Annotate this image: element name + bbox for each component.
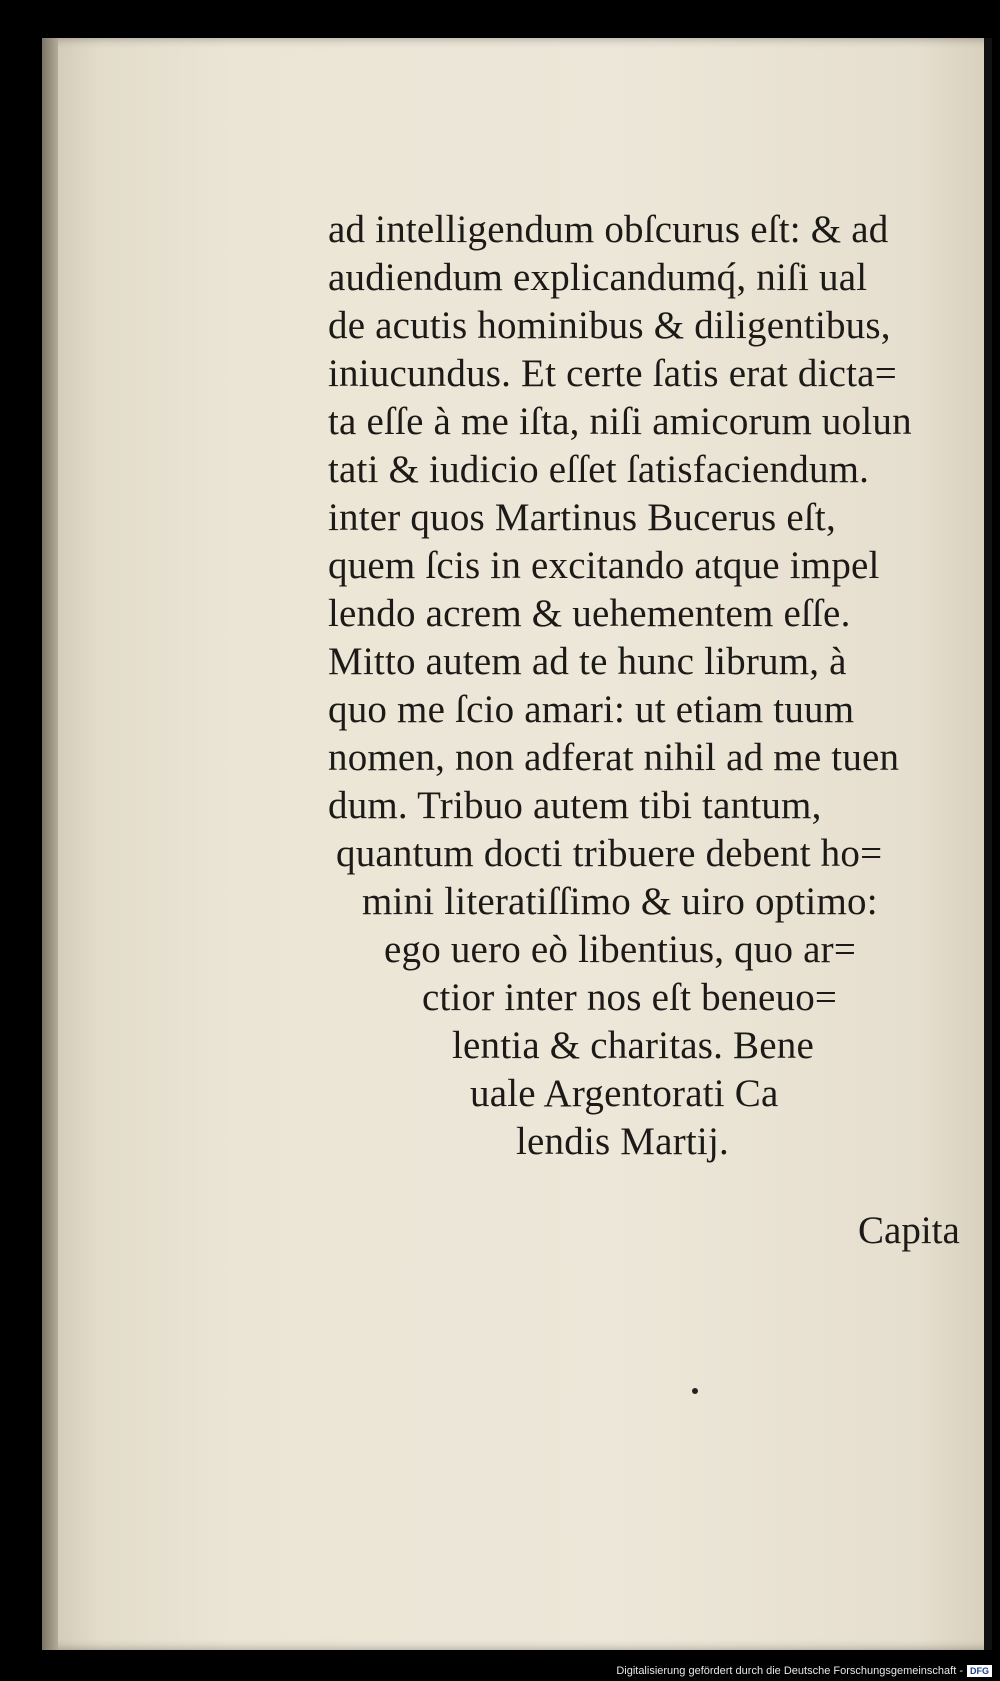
text-line: quantum docti tribuere debent ho=	[336, 832, 883, 875]
text-line: mini literatiſſimo & uiro optimo:	[362, 880, 878, 923]
text-line: de acutis hominibus & diligentibus,	[328, 304, 891, 347]
text-line: lendo acrem & uehementem eſſe.	[328, 592, 851, 635]
text-line: lentia & charitas. Bene	[452, 1024, 814, 1067]
book-page	[42, 38, 992, 1650]
dfg-logo: DFG	[967, 1665, 992, 1677]
text-line: quem ſcis in excitando atque impel	[328, 544, 880, 587]
catchword: Capita	[858, 1209, 960, 1252]
text-line: ctior inter nos eſt beneuo=	[422, 976, 838, 1019]
text-line: uale Argentorati Ca	[470, 1072, 779, 1115]
page-edge-right	[984, 38, 992, 1650]
text-line: Mitto autem ad te hunc librum, à	[328, 640, 847, 683]
text-line: ad intelligendum obſcurus eſt: & ad	[328, 208, 889, 251]
ink-spot	[692, 1388, 698, 1394]
text-line: quo me ſcio amari: ut etiam tuum	[328, 688, 855, 731]
text-line: lendis Martij.	[516, 1120, 729, 1163]
text-line: dum. Tribuo autem tibi tantum,	[328, 784, 822, 827]
text-line: inter quos Martinus Bucerus eſt,	[328, 496, 836, 539]
body-text	[42, 38, 992, 1650]
text-line: iniucundus. Et certe ſatis erat dicta=	[328, 352, 897, 395]
text-line: ego uero eò libentius, quo ar=	[384, 928, 857, 971]
footer-credit	[616, 1665, 992, 1677]
footer-text: Digitalisierung gefördert durch die Deutsche Forschungsgemeinschaft -	[616, 1665, 963, 1677]
text-line: nomen, non adferat nihil ad me tuen	[328, 736, 900, 779]
text-line: audiendum explicandumq́, niſi ual	[328, 256, 868, 299]
text-line: tati & iudicio eſſet ſatisfaciendum.	[328, 448, 870, 491]
text-line: ta eſſe à me iſta, niſi amicorum uolun	[328, 400, 912, 443]
